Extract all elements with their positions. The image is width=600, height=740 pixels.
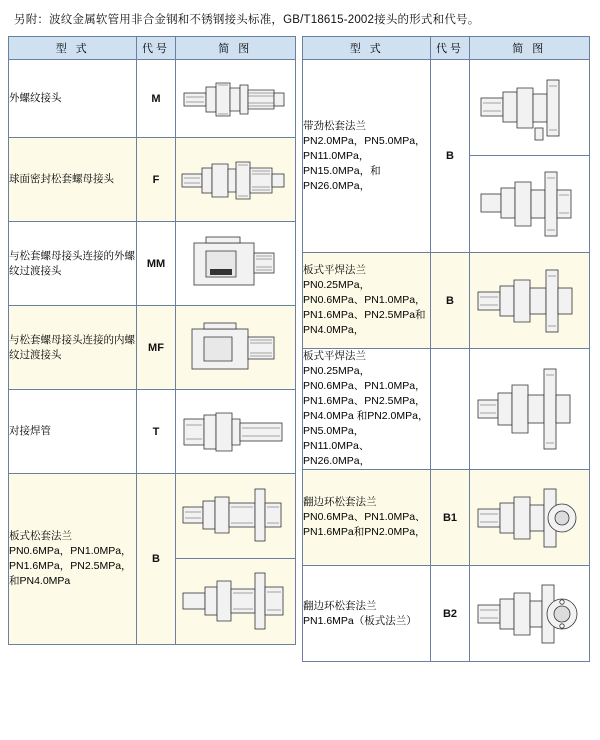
- row-code-cell: B1: [431, 470, 469, 566]
- row-type-cell: [303, 60, 431, 253]
- row-type-name: 翻边环松套法兰: [303, 599, 377, 612]
- row-type-name: 板式松套法兰: [9, 530, 72, 542]
- row-type-cell: [9, 60, 137, 138]
- row-figure-cell: [469, 470, 589, 566]
- male-thread-transition-fitting-diagram: [176, 233, 292, 295]
- row-figure-cell: [175, 390, 295, 474]
- tables-container: [0, 36, 600, 662]
- row-type-sub: PN0.25MPa，PN0.6MPa、PN1.0MPa，PN1.6MPa、PN2.5MPa和PN4.0MPa，: [303, 279, 426, 336]
- row-code-cell: MF: [137, 306, 175, 390]
- row-code-cell: B: [431, 253, 469, 349]
- row-figure-cell: [175, 222, 295, 306]
- table-row: [303, 349, 590, 470]
- row-type-cell: [303, 349, 431, 470]
- row-type-sub: PN0.6MPa、PN1.0MPa、PN1.6MPa和PN2.0MPa，: [303, 511, 426, 538]
- table-row: [9, 222, 296, 306]
- flared-ring-lap-joint-flange-diagram-2: [470, 573, 586, 655]
- row-type-name: 板式平焊法兰: [303, 350, 366, 362]
- row-type-name: 与松套螺母接头连接的内螺纹过渡接头: [9, 333, 135, 361]
- row-type-cell: [9, 390, 137, 474]
- row-figure-cell: [175, 60, 295, 138]
- flared-ring-lap-joint-flange-diagram: [470, 477, 586, 559]
- plate-lap-joint-flange-diagram: [176, 474, 295, 559]
- row-code-cell: B2: [431, 566, 469, 662]
- row-figure-cell: [469, 349, 589, 470]
- right-header-type: 型 式: [303, 37, 431, 60]
- table-row: [9, 60, 296, 138]
- row-type-sub: PN0.6MPa，PN1.0MPa，PN1.6MPa，PN2.5MPa，和PN4.0MPa: [9, 545, 132, 587]
- row-type-cell: [303, 470, 431, 566]
- right-header-code: 代号: [431, 37, 469, 60]
- row-type-name: 对接焊管: [9, 425, 51, 437]
- right-spec-table: [302, 36, 590, 662]
- female-thread-transition-fitting-diagram: [176, 317, 292, 379]
- row-figure-cell: [175, 138, 295, 222]
- table-row: [303, 253, 590, 349]
- row-figure-cell: [469, 253, 589, 349]
- row-figure-cell: [175, 474, 295, 645]
- ribbed-lap-joint-flange-diagram: [470, 60, 589, 156]
- right-table-header-row: [303, 37, 590, 60]
- left-header-code: 代号: [137, 37, 175, 60]
- row-type-cell: [9, 474, 137, 645]
- spherical-seal-union-nut-fitting-diagram: [176, 149, 292, 211]
- row-type-sub: PN2.0MPa，PN5.0MPa，PN11.0MPa，PN15.0MPa，和PN26.0MPa，: [303, 134, 426, 192]
- row-type-cell: [9, 222, 137, 306]
- plate-lap-joint-flange-diagram-2: [176, 559, 295, 644]
- table-row: [303, 470, 590, 566]
- row-type-name: 外螺纹接头: [9, 92, 62, 104]
- table-row: [303, 566, 590, 662]
- row-type-sub: PN0.25MPa，PN0.6MPa、PN1.0MPa，PN1.6MPa、PN2.5MPa，PN4.0MPa 和PN2.0MPa，PN5.0MPa，PN11.0MPa、PN26.0MPa，: [303, 365, 429, 467]
- row-type-name: 球面密封松套螺母接头: [9, 173, 114, 185]
- page-title: 另附：波纹金属软管用非合金钢和不锈钢接头标准，GB/T18615-2002接头的形式和代号。: [14, 14, 480, 26]
- butt-weld-pipe-diagram: [176, 403, 292, 461]
- table-row: [9, 306, 296, 390]
- row-code-cell: B: [137, 474, 175, 645]
- row-type-name: 与松套螺母接头连接的外螺纹过渡接头: [9, 249, 135, 277]
- plate-slip-on-welding-flange-diagram: [470, 260, 586, 342]
- left-spec-table: [8, 36, 296, 645]
- male-thread-fitting-diagram: [176, 69, 292, 129]
- row-type-name: 带劲松套法兰: [303, 119, 366, 132]
- left-header-figure: 简 图: [175, 37, 295, 60]
- right-header-figure: 简 图: [469, 37, 589, 60]
- row-type-cell: [9, 306, 137, 390]
- row-figure-cell: [175, 306, 295, 390]
- ribbed-lap-joint-flange-diagram-2: [470, 156, 589, 252]
- row-code-cell: F: [137, 138, 175, 222]
- row-type-sub: PN1.6MPa（板式法兰）: [303, 614, 417, 627]
- row-code-cell: MM: [137, 222, 175, 306]
- row-type-name: 翻边环松套法兰: [303, 496, 377, 508]
- left-table-header-row: [9, 37, 296, 60]
- table-row: [303, 60, 590, 253]
- table-row: [9, 390, 296, 474]
- left-header-type: 型 式: [9, 37, 137, 60]
- table-row: [9, 138, 296, 222]
- row-type-name: 板式平焊法兰: [303, 264, 366, 276]
- row-code-cell: T: [137, 390, 175, 474]
- row-type-cell: [303, 253, 431, 349]
- row-figure-cell: [469, 566, 589, 662]
- row-code-cell: B: [431, 60, 469, 253]
- plate-slip-on-welding-flange-diagram-2: [470, 357, 586, 461]
- row-type-cell: [9, 138, 137, 222]
- row-code-cell: M: [137, 60, 175, 138]
- row-code-cell: [431, 349, 469, 470]
- table-row: [9, 474, 296, 645]
- row-figure-cell: [469, 60, 589, 253]
- row-type-cell: [303, 566, 431, 662]
